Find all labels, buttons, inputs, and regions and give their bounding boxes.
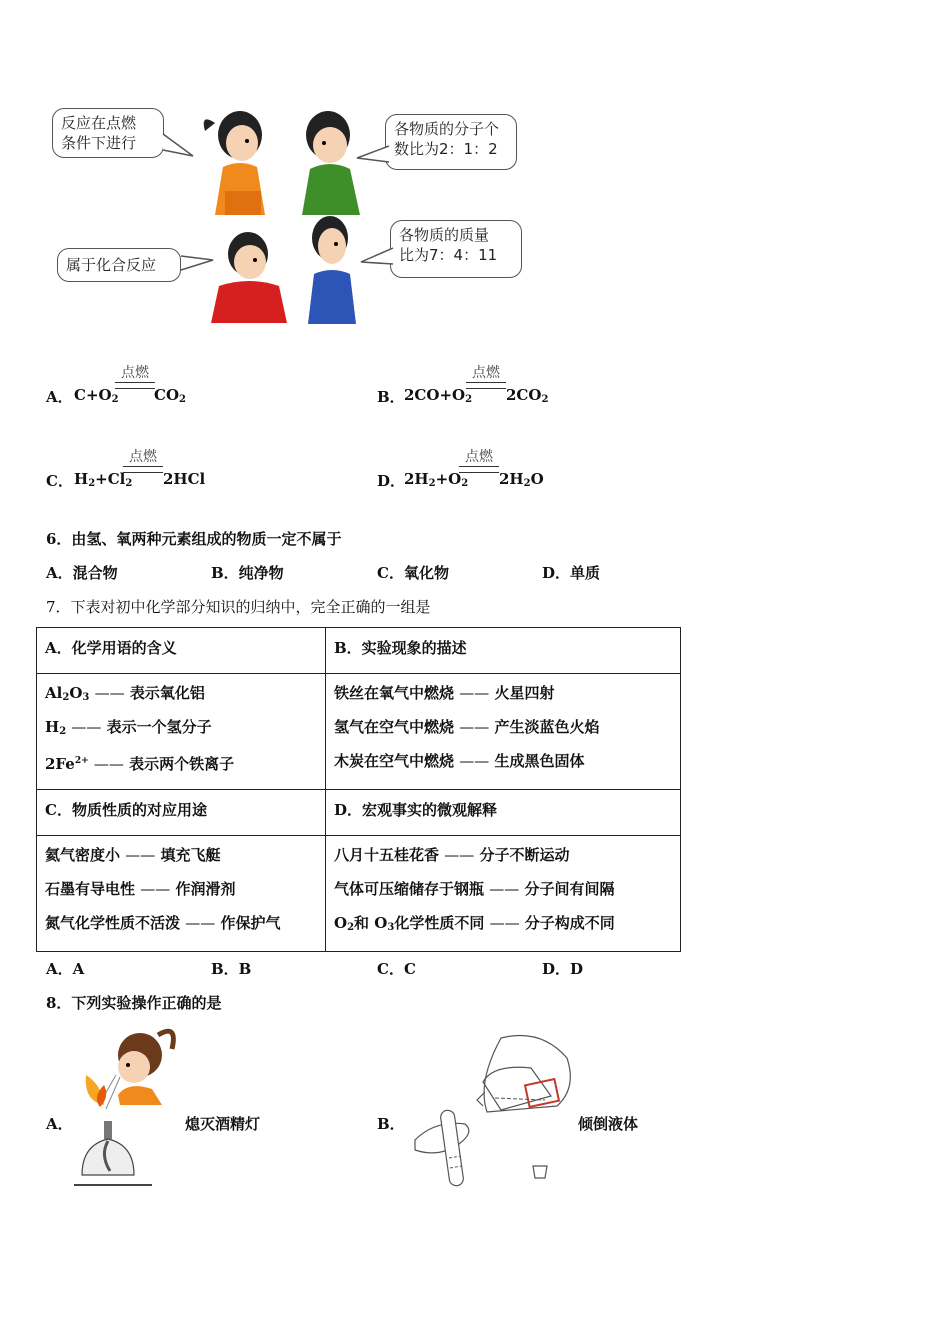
q7-knowledge-table bbox=[36, 627, 681, 952]
option-letter: A． bbox=[46, 1115, 73, 1133]
c-line-2: 石墨有导电性 —— 作润滑剂 bbox=[45, 880, 236, 898]
equals-sign bbox=[115, 382, 155, 389]
option-letter: A． bbox=[46, 388, 73, 406]
c-line-3: 氮气化学性质不活泼 —— 作保护气 bbox=[45, 914, 281, 932]
cell-a-header: A．化学用语的含义 bbox=[37, 628, 326, 674]
reactants: $H_2+Cl_2$ bbox=[74, 470, 133, 489]
q6-option-c[interactable]: C．氧化物 bbox=[377, 564, 449, 582]
q7-option-c[interactable]: C．C bbox=[377, 960, 416, 978]
cell-c-content bbox=[37, 836, 326, 952]
cell-b-header: B．实验现象的描述 bbox=[326, 628, 681, 674]
q7-option-a[interactable]: A．A bbox=[46, 960, 85, 978]
reaction-condition: 点燃 bbox=[465, 449, 493, 465]
products: 2HCl bbox=[163, 470, 206, 488]
cell-d-content bbox=[326, 836, 681, 952]
girl-figure-icon bbox=[195, 105, 285, 215]
equals-sign bbox=[123, 466, 163, 473]
c-line-1: 氦气密度小 —— 填充飞艇 bbox=[45, 846, 221, 864]
reactants: $2H_2+O_2$ bbox=[404, 470, 469, 489]
q6-option-a[interactable]: A．混合物 bbox=[46, 564, 118, 582]
option-letter: B． bbox=[377, 388, 405, 406]
b-line-3: 木炭在空气中燃烧 —— 生成黑色固体 bbox=[334, 752, 585, 770]
option-label: 熄灭酒精灯 bbox=[185, 1115, 261, 1133]
speech-bubble-molecule-ratio: 各物质的分子个 数比为2：1：2 bbox=[385, 114, 517, 170]
q7-stem: 7．下表对初中化学部分知识的归纳中，完全正确的一组是 bbox=[46, 598, 431, 616]
cell-b-content bbox=[326, 674, 681, 790]
speech-bubble-condition: 反应在点燃 条件下进行 bbox=[52, 108, 164, 158]
cell-c-header: C．物质性质的对应用途 bbox=[37, 790, 326, 836]
cartoon-illustration bbox=[45, 100, 525, 325]
boy-red-shirt-icon bbox=[203, 228, 293, 323]
b-line-2: 氢气在空气中燃烧 —— 产生淡蓝色火焰 bbox=[334, 718, 600, 736]
blowing-out-alcohol-lamp-icon bbox=[70, 1025, 185, 1195]
option-letter: B． bbox=[377, 1115, 405, 1133]
boy-green-shirt-icon bbox=[290, 105, 380, 215]
reaction-condition: 点燃 bbox=[121, 365, 149, 381]
b-line-1: 铁丝在氧气中燃烧 —— 火星四射 bbox=[334, 684, 555, 702]
equals-sign bbox=[459, 466, 499, 473]
reactants: $C+O_2$ bbox=[74, 386, 119, 405]
reaction-condition: 点燃 bbox=[129, 449, 157, 465]
a-line-2: $H_2$ —— 表示一个氢分子 bbox=[45, 718, 212, 737]
pouring-liquid-icon bbox=[405, 1030, 580, 1195]
products: $CO_2$ bbox=[154, 386, 186, 405]
products: $2CO_2$ bbox=[506, 386, 549, 405]
speech-bubble-combination: 属于化合反应 bbox=[57, 248, 181, 282]
cell-d-header: D．宏观事实的微观解释 bbox=[326, 790, 681, 836]
option-letter: D． bbox=[377, 472, 406, 490]
products: $2H_2O$ bbox=[499, 470, 544, 489]
reactants: $2CO+O_2$ bbox=[404, 386, 473, 405]
reaction-condition: 点燃 bbox=[472, 365, 500, 381]
bubble-tail-icon bbox=[157, 130, 197, 160]
speech-bubble-mass-ratio: 各物质的质量 比为7：4：11 bbox=[390, 220, 522, 278]
a-line-1: $Al_2O_3$ —— 表示氧化铝 bbox=[45, 684, 205, 703]
equals-sign bbox=[466, 382, 506, 389]
d-line-2: 气体可压缩储存于钢瓶 —— 分子间有间隔 bbox=[334, 880, 615, 898]
option-label: 倾倒液体 bbox=[578, 1115, 639, 1133]
q6-option-b[interactable]: B．纯净物 bbox=[211, 564, 284, 582]
a-line-3: $2Fe^{2+}$ —— 表示两个铁离子 bbox=[45, 755, 235, 773]
q8-stem: 8．下列实验操作正确的是 bbox=[46, 994, 222, 1012]
q7-option-b[interactable]: B．B bbox=[211, 960, 252, 978]
cell-a-content bbox=[37, 674, 326, 790]
option-letter: C． bbox=[46, 472, 73, 490]
q6-option-d[interactable]: D．单质 bbox=[542, 564, 601, 582]
q6-stem: 6．由氢、氧两种元素组成的物质一定不属于 bbox=[46, 530, 342, 548]
d-line-1: 八月十五桂花香 —— 分子不断运动 bbox=[334, 846, 570, 864]
q7-option-d[interactable]: D．D bbox=[542, 960, 584, 978]
d-line-3: $O_2$和 $O_3$化学性质不同 —— 分子构成不同 bbox=[334, 914, 615, 933]
man-blue-shirt-icon bbox=[300, 212, 370, 324]
